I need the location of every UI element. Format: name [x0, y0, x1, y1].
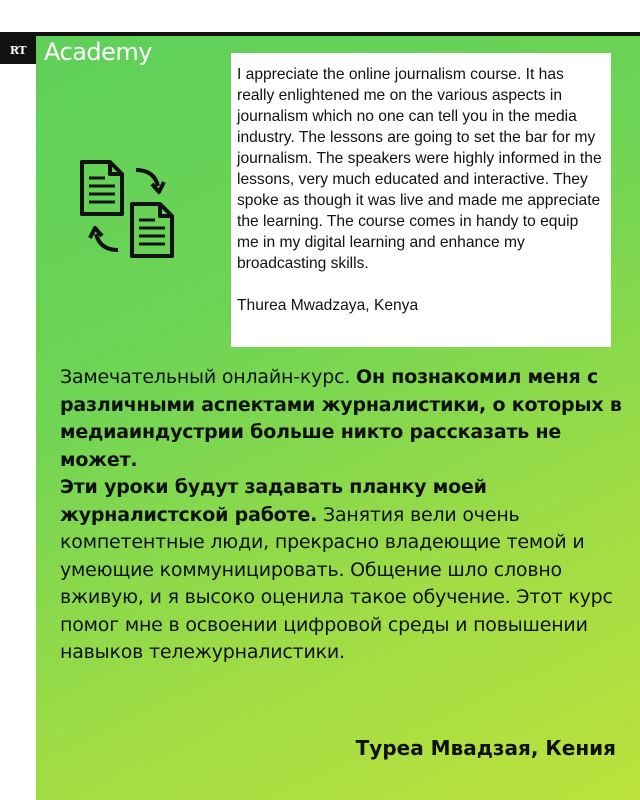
document-exchange-icon [70, 158, 186, 260]
russian-quote-author: Туреа Мвадзая, Кения [355, 736, 616, 760]
russian-quote-bold-1: Он познакомил меня с различными аспектами журналистики, о которых в медиаиндустрии больше никто рассказать не может. [60, 366, 622, 471]
english-quote-author: Thurea Mwadzaya, Kenya [237, 297, 419, 314]
russian-quote-intro: Замечательный онлайн-курс. [60, 366, 356, 388]
top-bar [0, 0, 640, 36]
arrow-left-icon [90, 228, 118, 250]
document-left-icon [82, 162, 122, 214]
brand-name: Academy [44, 38, 152, 66]
russian-quote-text [60, 364, 625, 667]
left-margin [0, 64, 36, 800]
document-right-icon [132, 204, 172, 256]
arrow-right-icon [136, 170, 164, 192]
russian-quote-bold-2: Эти уроки будут задавать планку моей журналистской работе. [60, 476, 487, 526]
english-quote-box [231, 53, 611, 347]
russian-quote-rest: Занятия вели очень компетентные люди, прекрасно владеющие темой и умеющие коммуницировать. Общение шло словно вживую, и я высоко оценила такое обучение. Этот курс помог мне в освоении цифровой среды и повышении навыков тележурналистики. [60, 503, 613, 663]
top-divider [0, 32, 640, 36]
rt-logo: RT [0, 36, 36, 64]
english-quote-text: I appreciate the online journalism course. It has really enlightened me on the various aspects in journalism which no one can tell you in the media industry. The lessons are going to set the bar for my journalism. The speakers were highly informed in the lessons, very much educated and interactive. They spoke as though it was live and made me appreciate the learning. The course comes in handy to equip me in my digital learning and enhance my broadcasting skills. [237, 66, 602, 272]
